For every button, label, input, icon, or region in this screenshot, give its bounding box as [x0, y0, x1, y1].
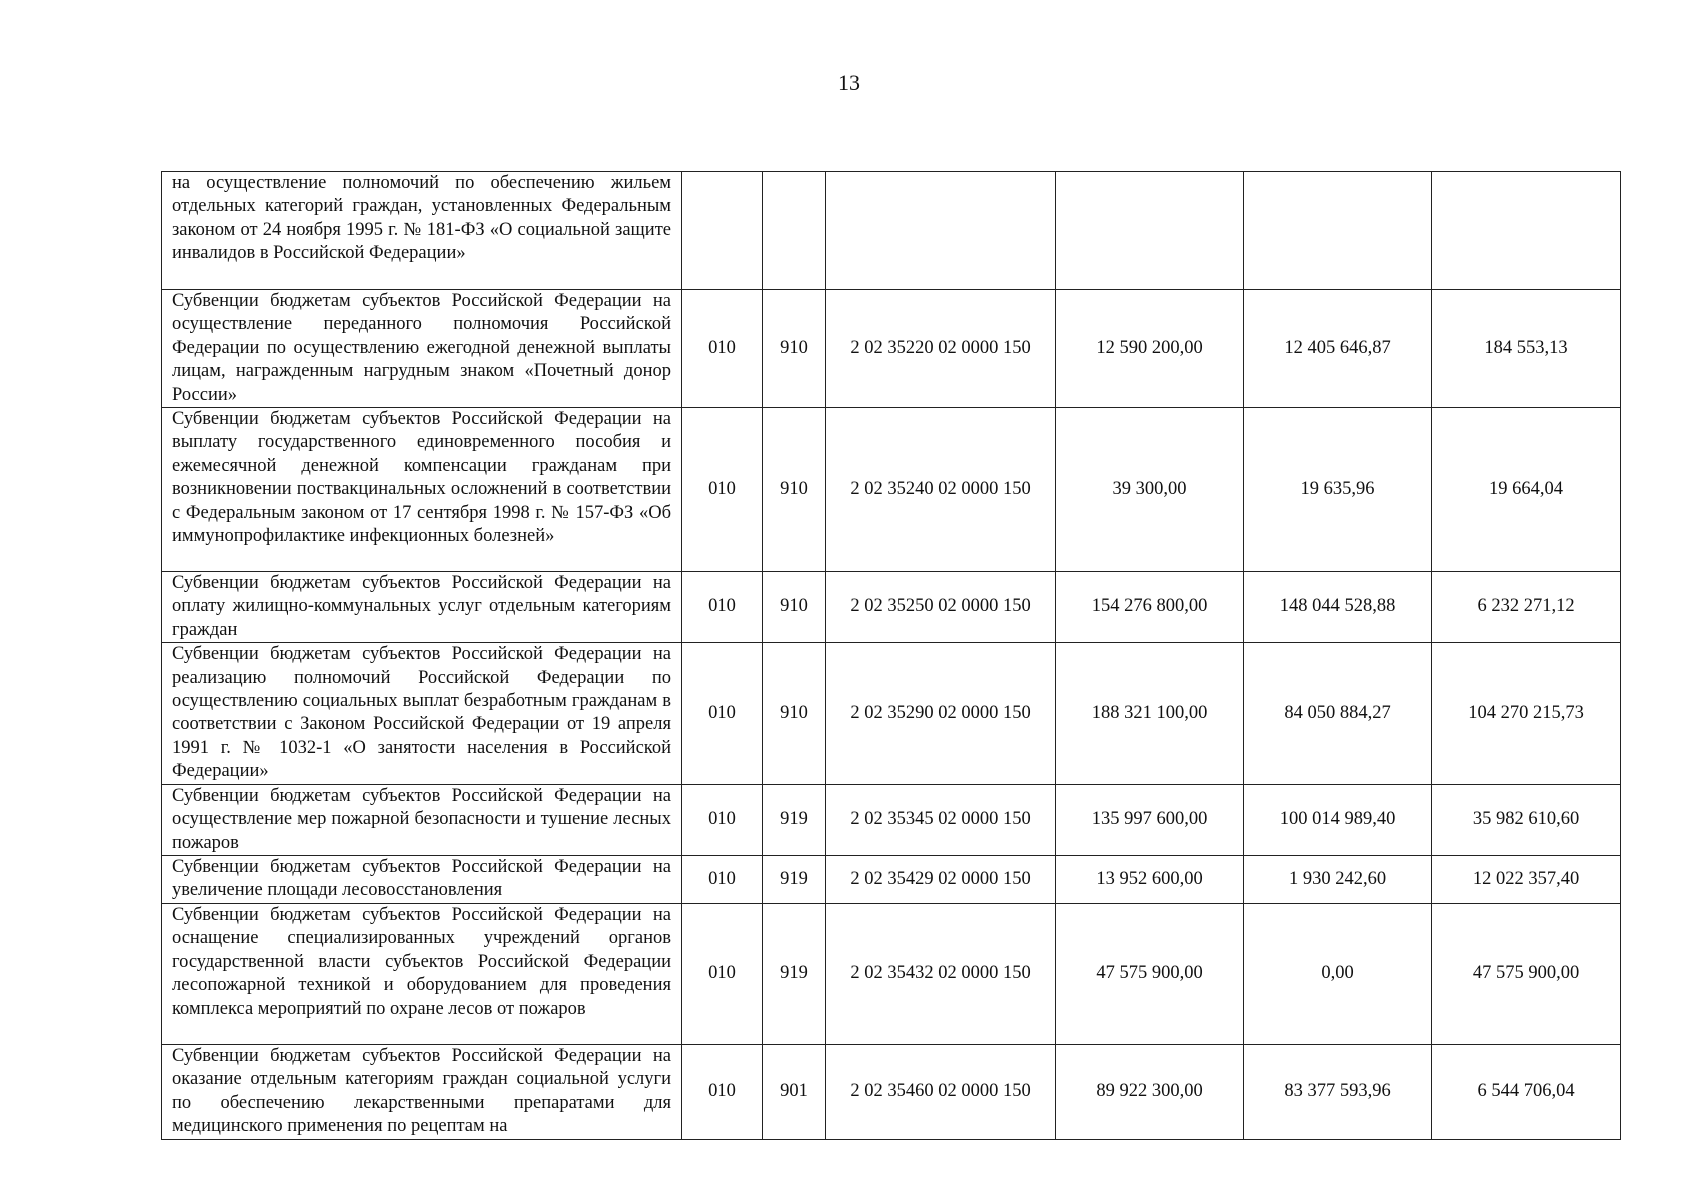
row-code-1: 010 [682, 572, 763, 643]
row-executed [1244, 172, 1432, 290]
row-kbk: 2 02 35429 02 0000 150 [826, 855, 1056, 903]
row-planned: 89 922 300,00 [1056, 1044, 1244, 1139]
row-planned [1056, 172, 1244, 290]
table-row [162, 784, 1621, 855]
row-planned: 154 276 800,00 [1056, 572, 1244, 643]
row-code-2: 910 [763, 290, 826, 408]
table-row [162, 855, 1621, 903]
row-executed: 84 050 884,27 [1244, 643, 1432, 784]
row-description: Субвенции бюджетам субъектов Российской Федерации на осуществление переданного полномочия Российской Федерации по осуществлению ежегодной денежной выплаты лицам, награжденным нагрудным знаком «Почетный донор России» [162, 290, 682, 408]
page-number: 13 [838, 70, 860, 95]
row-executed: 148 044 528,88 [1244, 572, 1432, 643]
row-code-1: 010 [682, 408, 763, 572]
row-kbk: 2 02 35432 02 0000 150 [826, 903, 1056, 1044]
row-remainder: 6 232 271,12 [1432, 572, 1621, 643]
row-kbk: 2 02 35460 02 0000 150 [826, 1044, 1056, 1139]
row-remainder: 184 553,13 [1432, 290, 1621, 408]
row-planned: 12 590 200,00 [1056, 290, 1244, 408]
table-row [162, 903, 1621, 1044]
row-code-2: 919 [763, 855, 826, 903]
row-kbk [826, 172, 1056, 290]
row-remainder: 19 664,04 [1432, 408, 1621, 572]
row-kbk: 2 02 35220 02 0000 150 [826, 290, 1056, 408]
row-remainder: 35 982 610,60 [1432, 784, 1621, 855]
table-row [162, 643, 1621, 784]
row-kbk: 2 02 35345 02 0000 150 [826, 784, 1056, 855]
row-description: Субвенции бюджетам субъектов Российской Федерации на реализацию полномочий Российской Федерации по осуществлению социальных выплат безработным гражданам в соответствии с Законом Российской Федерации от 19 апреля 1991 г. № 1032-1 «О занятости населения в Российской Федерации» [162, 643, 682, 784]
row-kbk: 2 02 35250 02 0000 150 [826, 572, 1056, 643]
row-code-1 [682, 172, 763, 290]
row-code-2: 919 [763, 784, 826, 855]
row-code-1: 010 [682, 903, 763, 1044]
row-executed: 1 930 242,60 [1244, 855, 1432, 903]
table-row [162, 408, 1621, 572]
row-code-2: 910 [763, 408, 826, 572]
row-planned: 47 575 900,00 [1056, 903, 1244, 1044]
row-description: Субвенции бюджетам субъектов Российской Федерации на оснащение специализированных учреждений органов государственной власти субъектов Российской Федерации лесопожарной техникой и оборудованием для проведения комплекса мероприятий по охране лесов от пожаров [162, 903, 682, 1044]
row-kbk: 2 02 35240 02 0000 150 [826, 408, 1056, 572]
row-code-1: 010 [682, 290, 763, 408]
row-executed: 19 635,96 [1244, 408, 1432, 572]
row-code-1: 010 [682, 643, 763, 784]
row-planned: 188 321 100,00 [1056, 643, 1244, 784]
row-description: Субвенции бюджетам субъектов Российской Федерации на осуществление мер пожарной безопасности и тушение лесных пожаров [162, 784, 682, 855]
row-description: Субвенции бюджетам субъектов Российской Федерации на оказание отдельным категориям граждан социальной услуги по обеспечению лекарственными препаратами для медицинского применения по рецептам на [162, 1044, 682, 1139]
row-remainder: 6 544 706,04 [1432, 1044, 1621, 1139]
row-remainder: 47 575 900,00 [1432, 903, 1621, 1044]
row-planned: 135 997 600,00 [1056, 784, 1244, 855]
row-description: на осуществление полномочий по обеспечению жильем отдельных категорий граждан, установленных Федеральным законом от 24 ноября 1995 г. № 181-ФЗ «О социальной защите инвалидов в Российской Федерации» [162, 172, 682, 290]
row-code-2: 919 [763, 903, 826, 1044]
row-description: Субвенции бюджетам субъектов Российской Федерации на оплату жилищно-коммунальных услуг отдельным категориям граждан [162, 572, 682, 643]
row-executed: 12 405 646,87 [1244, 290, 1432, 408]
row-executed: 0,00 [1244, 903, 1432, 1044]
row-kbk: 2 02 35290 02 0000 150 [826, 643, 1056, 784]
row-code-1: 010 [682, 855, 763, 903]
row-remainder: 104 270 215,73 [1432, 643, 1621, 784]
row-description: Субвенции бюджетам субъектов Российской Федерации на выплату государственного единовременного пособия и ежемесячной денежной компенсации гражданам при возникновении поствакцинальных осложнений в соответствии с Федеральным законом от 17 сентября 1998 г. № 157-ФЗ «Об иммунопрофилактике инфекционных болезней» [162, 408, 682, 572]
row-code-2 [763, 172, 826, 290]
row-code-1: 010 [682, 784, 763, 855]
row-planned: 13 952 600,00 [1056, 855, 1244, 903]
table-row [162, 172, 1621, 290]
row-remainder [1432, 172, 1621, 290]
row-remainder: 12 022 357,40 [1432, 855, 1621, 903]
row-code-2: 910 [763, 643, 826, 784]
table-row [162, 1044, 1621, 1139]
row-planned: 39 300,00 [1056, 408, 1244, 572]
budget-table [161, 171, 1621, 1140]
row-code-1: 010 [682, 1044, 763, 1139]
row-description: Субвенции бюджетам субъектов Российской Федерации на увеличение площади лесовосстановления [162, 855, 682, 903]
table-row [162, 572, 1621, 643]
table-row [162, 290, 1621, 408]
row-code-2: 901 [763, 1044, 826, 1139]
row-executed: 100 014 989,40 [1244, 784, 1432, 855]
row-code-2: 910 [763, 572, 826, 643]
row-executed: 83 377 593,96 [1244, 1044, 1432, 1139]
